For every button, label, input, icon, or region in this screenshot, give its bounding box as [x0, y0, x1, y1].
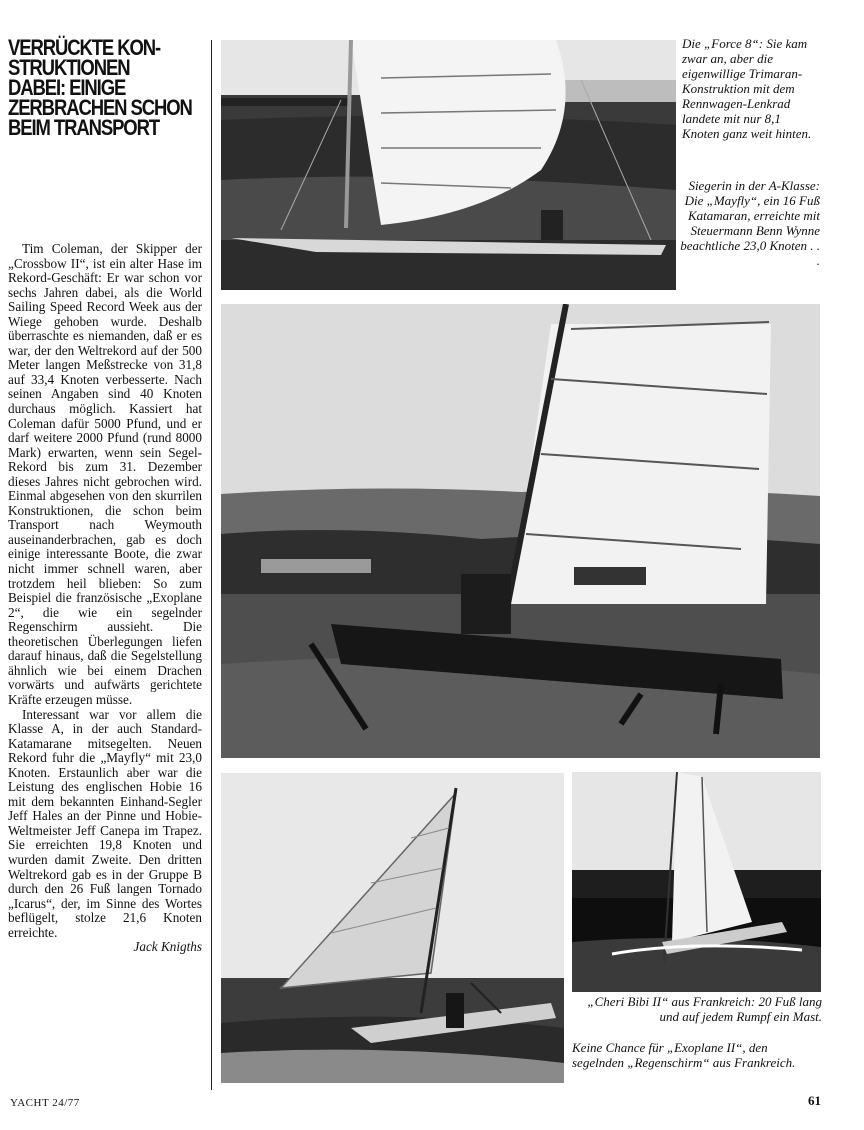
photo-hobie	[221, 773, 564, 1083]
caption-mayfly: Siegerin in der A-Klasse: Die „Mayfly“, ein 16 Fuß Katamaran, erreichte mit Steuermann Benn Wynne beachtliche 23,0 Knoten . . .	[680, 178, 820, 268]
headline-line: BEIM TRANSPORT	[8, 115, 160, 140]
caption-exoplane: Keine Chance für „Exoplane II“, den segelnden „Regenschirm“ aus Frankreich.	[572, 1040, 796, 1070]
photo-cheri-bibi	[572, 772, 821, 992]
article-body	[8, 242, 202, 955]
column-divider	[211, 40, 212, 1090]
headline-line: VERRÜCKTE KON-	[8, 35, 161, 60]
headline-line: ZERBRACHEN SCHON	[8, 95, 192, 120]
author-signature: Jack Knigths	[133, 939, 202, 955]
caption-cheri-bibi: „Cheri Bibi II“ aus Frankreich: 20 Fuß lang und auf jedem Rumpf ein Mast.	[587, 994, 822, 1024]
photo-force8	[221, 40, 676, 290]
body-paragraph: Interessant war vor allem die Klasse A, in der auch Standard-Katamarane mitsegelten. Neuen Rekord fuhr die „Mayfly“ mit 23,0 Knoten. Erstaunlich aber war die Leistung des englischen Hobie 16 mit dem bekannten Einhand-Segler Jeff Hales an der Pinne und Hobie-Weltmeister Jeff Canepa im Trapez. Sie erreichten 19,8 Knoten und wurden damit Zweite. Den dritten Weltrekord gab es in der Gruppe B durch den 26 Fuß langen Tornado „Icarus“, der, im Sinne des Wortes beflügelt, stolze 21,6 Knoten erreichte.	[8, 706, 202, 940]
magazine-issue: YACHT 24/77	[10, 1097, 80, 1109]
headline-line: STRUKTIONEN	[8, 55, 130, 80]
page-number: 61	[808, 1093, 821, 1108]
body-paragraph: Tim Coleman, der Skipper der „Crossbow II“, ist ein alter Hase im Rekord-Geschäft: Er war schon vor sechs Jahren dabei, als die World Sailing Speed Record Week aus der Wiege gehoben wurde. Deshalb überraschte es niemanden, daß er es war, der den Weltrekord auf der 500 Meter langen Meßstrecke von 31,8 auf 33,4 Knoten verbesserte. Nach seinen Angaben sind 40 Knoten durchaus möglich. Kassiert hat Coleman dafür 5000 Pfund, und er darf weitere 2000 Pfund (rund 8000 Mark) erwarten, wenn sein Segel-Rekord bis zum 31. Dezember dieses Jahres nicht gebrochen wird. Einmal abgesehen von den skurrilen Konstruktionen, die schon beim Transport nach Weymouth auseinanderbrachen, gab es doch einige interessante Boote, die zwar nicht immer schnell waren, aber trotzdem heil blieben: So zum Beispiel die französische „Exoplane 2“, die wie ein segelnder Regenschirm aussieht. Die theoretischen Überlegungen liefen darauf hinaus, daß die Segelstellung ähnlich wie bei einem Drachen vorwärts und aufwärts gerichtete Kräfte erzeugen müsse.	[8, 241, 202, 707]
caption-force8: Die „Force 8“: Sie kam zwar an, aber die eigenwillige Trimaran-Konstruktion mit dem Rennwagen-Lenkrad landete mit nur 8,1 Knoten ganz weit hinten.	[682, 36, 812, 141]
headline-line: DABEI: EINIGE	[8, 75, 126, 100]
headline	[8, 35, 208, 140]
photo-exoplane	[221, 304, 820, 758]
